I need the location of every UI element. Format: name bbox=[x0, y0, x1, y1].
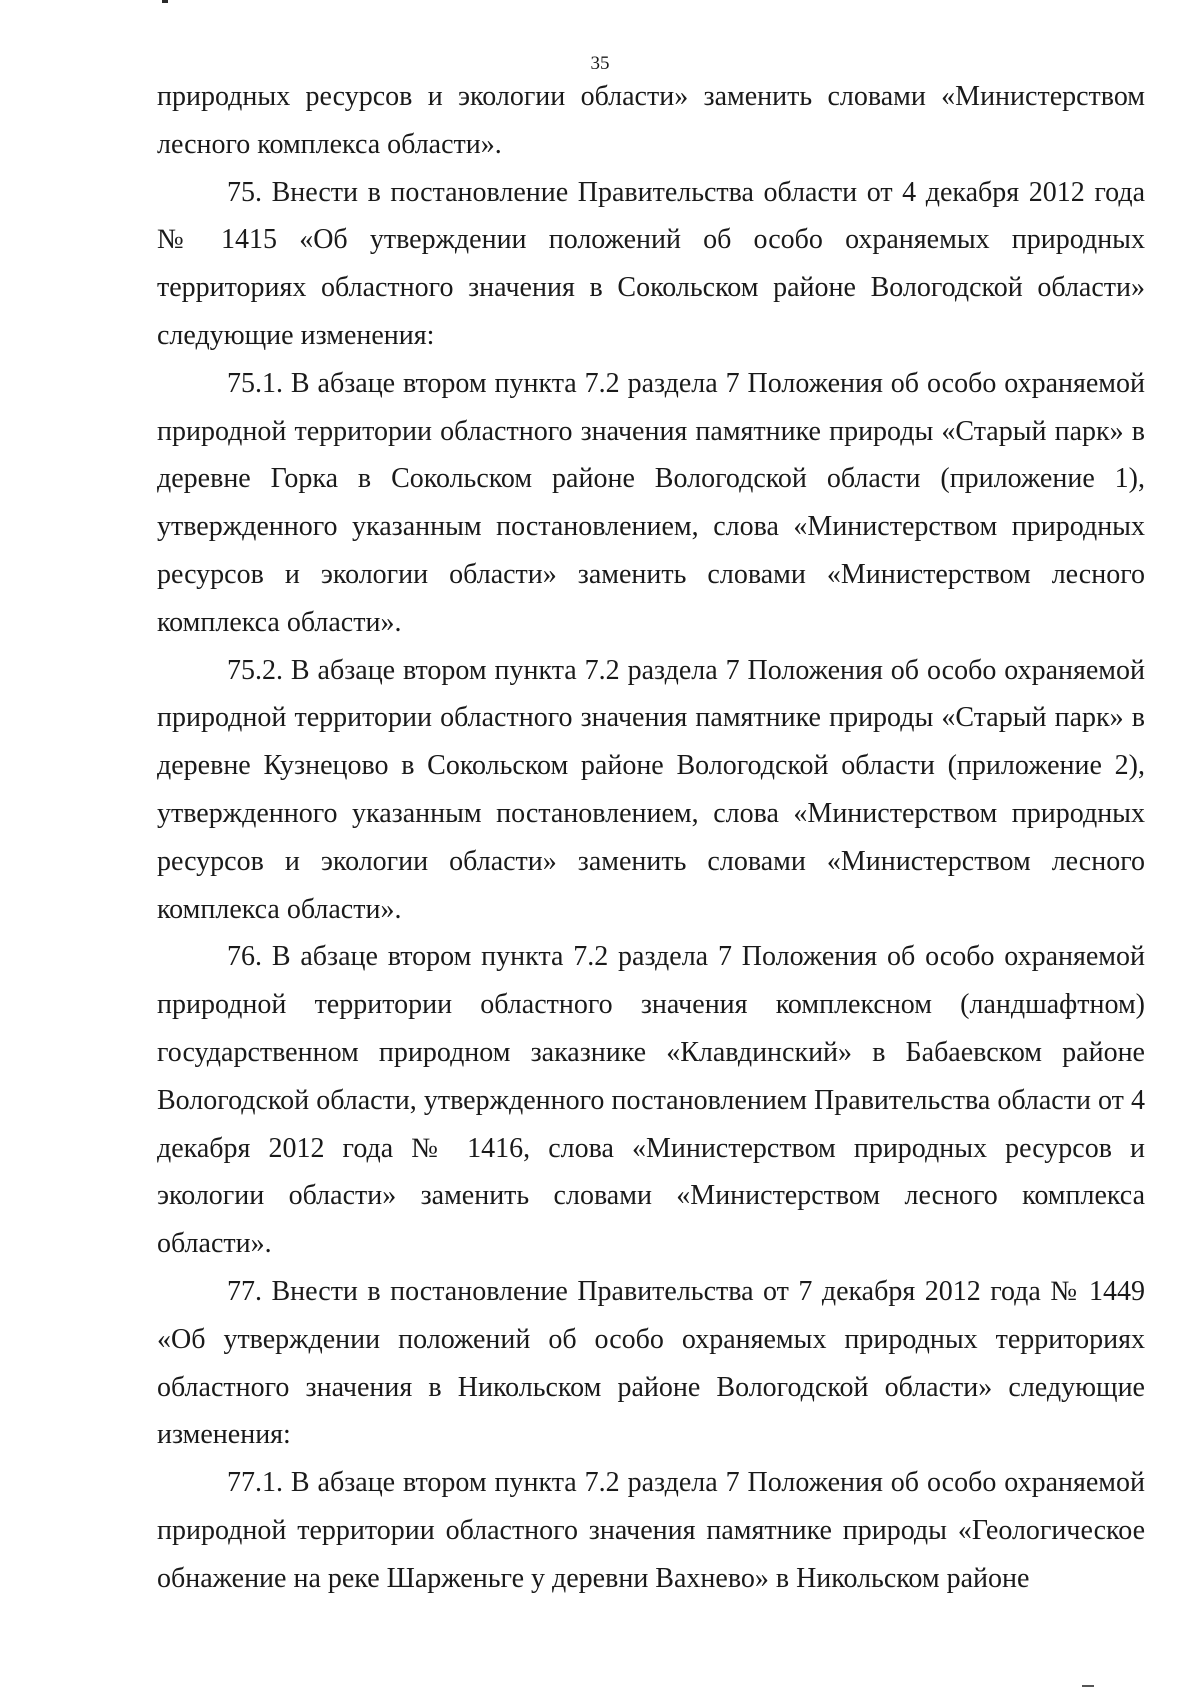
paragraph-item-77: 77. Внести в постановление Правительства от 7 декабря 2012 года № 1449 «Об утверждении положений об особо охраняемых природных территориях областного значения в Никольском районе Вологодской области» следующие изменения: bbox=[157, 1275, 1145, 1451]
paragraph-item-75: 75. Внести в постановление Правительства области от 4 декабря 2012 года № 1415 «Об утверждении положений об особо охраняемых природных территориях областного значения в Сокольском районе Вологодской области» следующие изменения: bbox=[157, 176, 1145, 351]
scan-mark-top bbox=[162, 0, 168, 3]
scan-mark-bottom bbox=[1082, 1685, 1094, 1687]
paragraph-item-75-1: 75.1. В абзаце втором пункта 7.2 раздела 7 Положения об особо охраняемой природной территории областного значения памятнике природы «Старый парк» в деревне Горка в Сокольском районе Вологодской области (приложение 1), утвержденного указанным постановлением, слова «Министерством природных ресурсов и экологии области» заменить словами «Министерством лесного комплекса области». bbox=[157, 367, 1145, 638]
paragraph-continuation: природных ресурсов и экологии области» заменить словами «Министерством лесного комплекса области». bbox=[157, 81, 1145, 160]
page-number: 35 bbox=[590, 53, 610, 74]
paragraph-item-75-2: 75.2. В абзаце втором пункта 7.2 раздела 7 Положения об особо охраняемой природной территории областного значения памятнике природы «Старый парк» в деревне Кузнецово в Сокольском районе Вологодской области (приложение 2), утвержденного указанным постановлением, слова «Министерством природных ресурсов и экологии области» заменить словами «Министерством лесного комплекса области». bbox=[157, 654, 1145, 925]
paragraph-item-77-1: 77.1. В абзаце втором пункта 7.2 раздела 7 Положения об особо охраняемой природной территории областного значения памятнике природы «Геологическое обнажение на реке Шарженьге у деревни Вахнево» в Никольском районе bbox=[157, 1467, 1145, 1594]
paragraph-item-76: 76. В абзаце втором пункта 7.2 раздела 7 Положения об особо охраняемой природной территории областного значения комплексном (ландшафтном) государственном природном заказнике «Клавдинский» в Бабаевском районе Вологодской области, утвержденного постановлением Правительства области от 4 декабря 2012 года № 1416, слова «Министерством природных ресурсов и экологии области» заменить словами «Министерством лесного комплекса области». bbox=[157, 941, 1145, 1260]
document-body bbox=[157, 73, 1145, 1603]
